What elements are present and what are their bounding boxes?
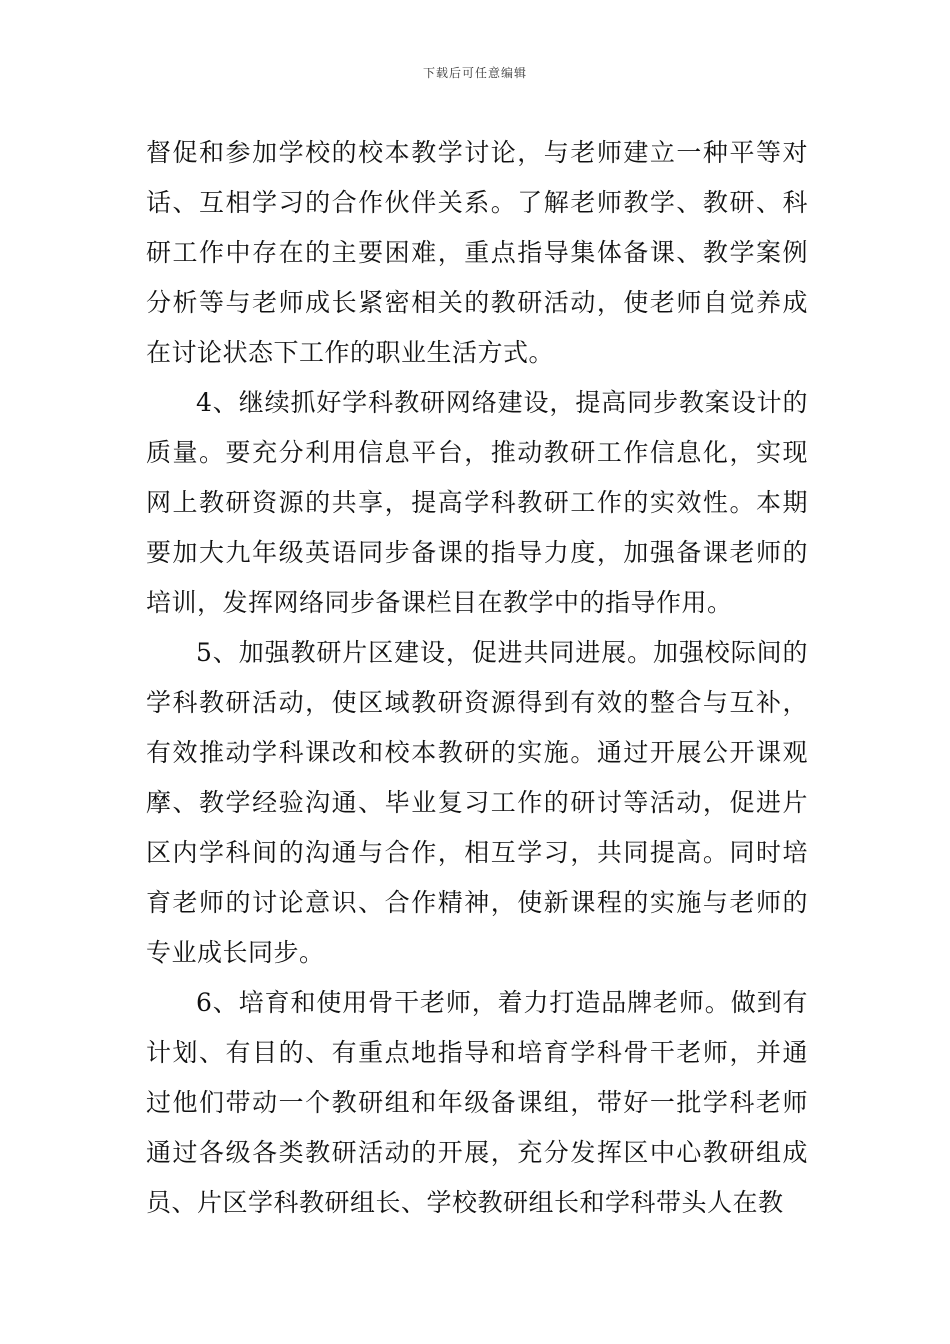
paragraph-1: 督促和参加学校的校本教学讨论，与老师建立一种平等对话、互相学习的合作伙伴关系。了解老师教学、教研、科研工作中存在的主要困难，重点指导集体备课、教学案例分析等与老师成长紧密相关的教研活动，使老师自觉养成在讨论状态下工作的职业生活方式。	[146, 138, 808, 367]
document-body	[146, 128, 808, 1228]
page-header-note: 下载后可任意编辑	[422, 66, 527, 80]
paragraph-2: 4、继续抓好学科教研网络建设，提高同步教案设计的质量。要充分利用信息平台，推动教研工作信息化，实现网上教研资源的共享，提高学科教研工作的实效性。本期要加大九年级英语同步备课的指导力度，加强备课老师的培训，发挥网络同步备课栏目在教学中的指导作用。	[146, 388, 808, 617]
paragraph-3: 5、加强教研片区建设，促进共同进展。加强校际间的学科教研活动，使区域教研资源得到有效的整合与互补，有效推动学科课改和校本教研的实施。通过开展公开课观摩、教学经验沟通、毕业复习工作的研讨等活动，促进片区内学科间的沟通与合作，相互学习，共同提高。同时培育老师的讨论意识、合作精神，使新课程的实施与老师的专业成长同步。	[146, 638, 808, 967]
paragraph-4: 6、培育和使用骨干老师，着力打造品牌老师。做到有计划、有目的、有重点地指导和培育学科骨干老师，并通过他们带动一个教研组和年级备课组，带好一批学科老师通过各级各类教研活动的开展，充分发挥区中心教研组成员、片区学科教研组长、学校教研组长和学科带头人在教	[146, 988, 808, 1217]
